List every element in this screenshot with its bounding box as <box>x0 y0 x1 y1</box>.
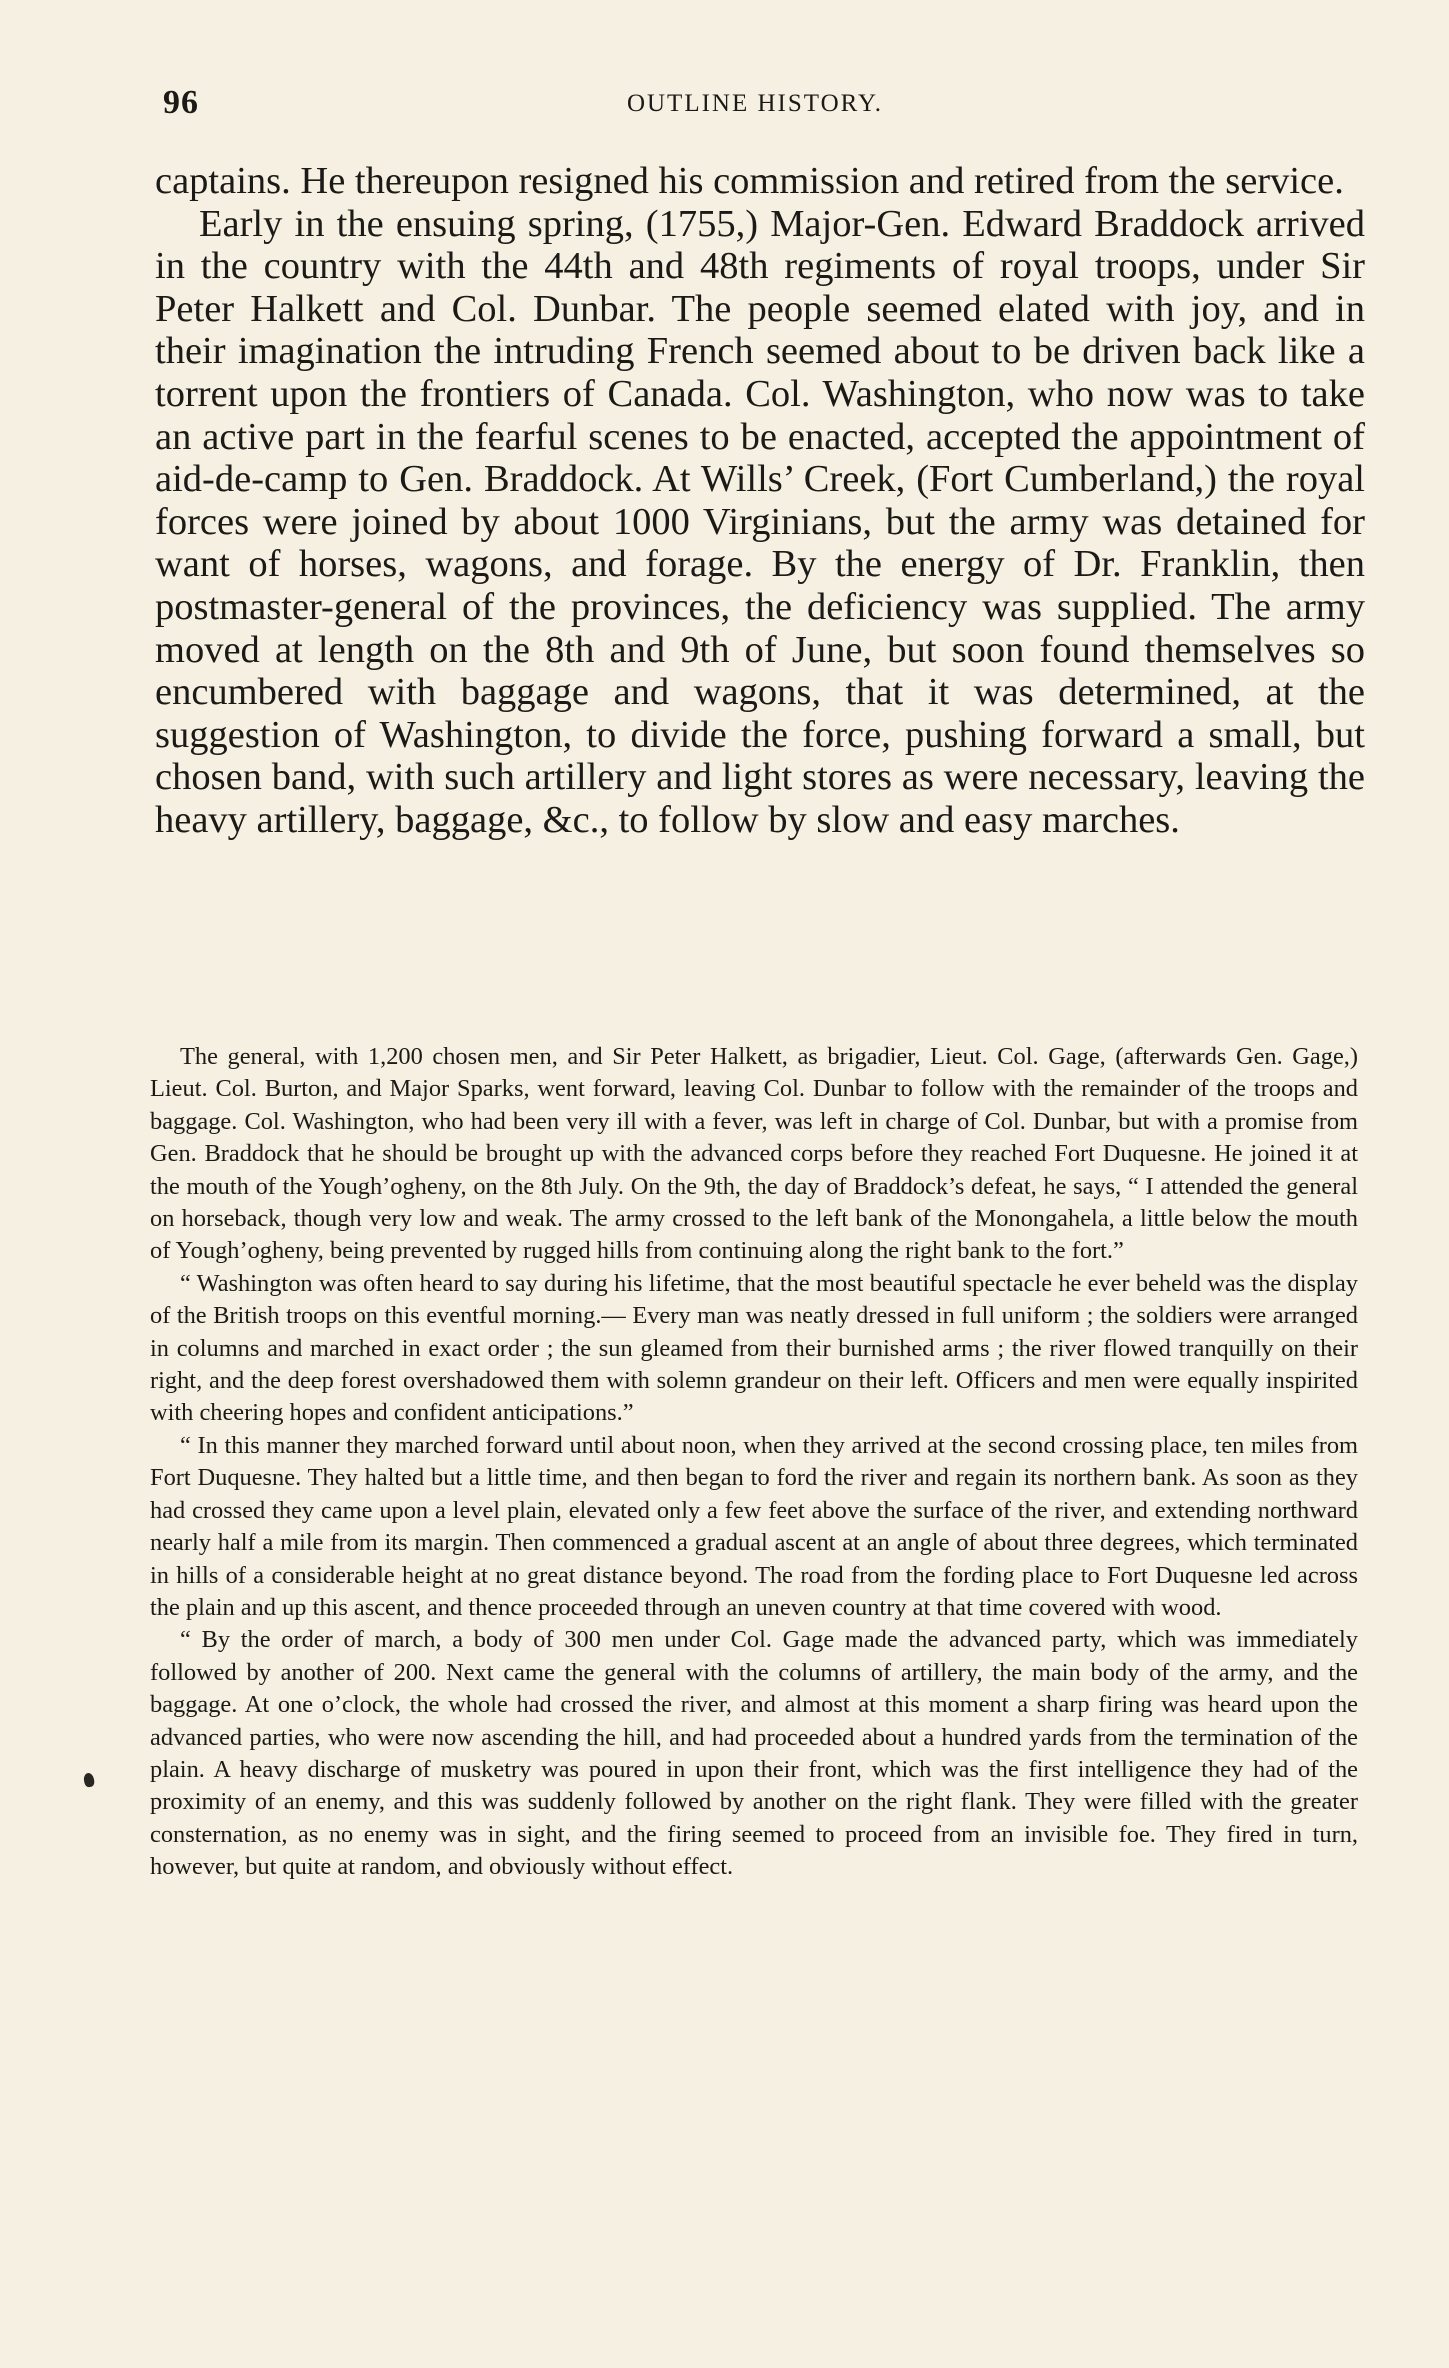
main-text <box>155 160 1365 842</box>
main-paragraph-continued: captains. He thereupon resigned his commission and retired from the service. <box>155 160 1344 202</box>
ink-speck-icon <box>83 1772 95 1788</box>
page-number: 96 <box>163 84 199 121</box>
main-paragraph: Early in the ensuing spring, (1755,) Major-Gen. Edward Braddock arrived in the country with the 44th and 48th regiments of royal troops, under Sir Peter Halkett and Col. Dunbar. The people seemed elated with joy, and in their imagination the intruding French seemed about to be driven back like a torrent upon the frontiers of Canada. Col. Washington, who now was to take an active part in the fearful scenes to be enacted, accepted the appointment of aid-de-camp to Gen. Braddock. At Wills’ Creek, (Fort Cumberland,) the royal forces were joined by about 1000 Virginians, but the army was detained for want of horses, wagons, and forage. By the energy of Dr. Franklin, then postmaster-general of the provinces, the deficiency was supplied. The army moved at length on the 8th and 9th of June, but soon found themselves so encumbered with baggage and wagons, that it was determined, at the suggestion of Washington, to divide the force, pushing forward a small, but chosen band, with such artillery and light stores as were necessary, leaving the heavy artillery, baggage, &c., to follow by slow and easy marches. <box>155 202 1365 841</box>
note-paragraph: “ Washington was often heard to say during his lifetime, that the most beautiful spectacle he ever beheld was the display of the British troops on this eventful morning.— Every man was neatly dressed in full uniform ; the soldiers were arranged in columns and marched in exact order ; the sun gleamed from their burnished arms ; the river flowed tranquilly on their right, and the deep forest overshadowed them with solemn grandeur on their left. Officers and men were equally inspirited with cheering hopes and confident anticipations.” <box>150 1269 1358 1427</box>
running-head <box>155 84 1355 124</box>
note-paragraph: The general, with 1,200 chosen men, and Sir Peter Halkett, as brigadier, Lieut. Col. Gage, (afterwards Gen. Gage,) Lieut. Col. Burton, and Major Sparks, went forward, leaving Col. Dunbar to follow with the remainder of the troops and baggage. Col. Washington, who had been very ill with a fever, was left in charge of Col. Dunbar, but with a promise from Gen. Braddock that he should be brought up with the advanced corps before they reached Fort Duquesne. He joined it at the mouth of the Yough’ogheny, on the 8th July. On the 9th, the day of Braddock’s defeat, he says, “ I attended the general on horseback, though very low and weak. The army crossed to the left bank of the Monongahela, a little below the mouth of Yough’ogheny, being prevented by rugged hills from continuing along the right bank to the fort.” <box>150 1043 1358 1265</box>
running-title: OUTLINE HISTORY. <box>626 90 884 117</box>
note-paragraph: “ In this manner they marched forward until about noon, when they arrived at the second crossing place, ten miles from Fort Duquesne. They halted but a little time, and then began to ford the river and regain its northern bank. As soon as they had crossed they came upon a level plain, elevated only a few feet above the surface of the river, and extending northward nearly half a mile from its margin. Then commenced a gradual ascent at an angle of about three degrees, which terminated in hills of a considerable height at no great distance beyond. The road from the fording place to Fort Duquesne led across the plain and up this ascent, and thence proceeded through an uneven country at that time covered with wood. <box>150 1431 1358 1621</box>
extract-notes <box>150 1041 1358 1884</box>
note-paragraph: “ By the order of march, a body of 300 men under Col. Gage made the advanced party, which was immediately followed by another of 200. Next came the general with the columns of artillery, the main body of the army, and the baggage. At one o’clock, the whole had crossed the river, and almost at this moment a sharp firing was heard upon the advanced parties, who were now ascending the hill, and had proceeded about a hundred yards from the termination of the plain. A heavy discharge of musketry was poured in upon their front, which was the first intelligence they had of the proximity of an enemy, and this was suddenly followed by another on the right flank. They were filled with the greater consternation, as no enemy was in sight, and the firing seemed to proceed from an invisible foe. They fired in turn, however, but quite at random, and obviously without effect. <box>150 1626 1358 1881</box>
